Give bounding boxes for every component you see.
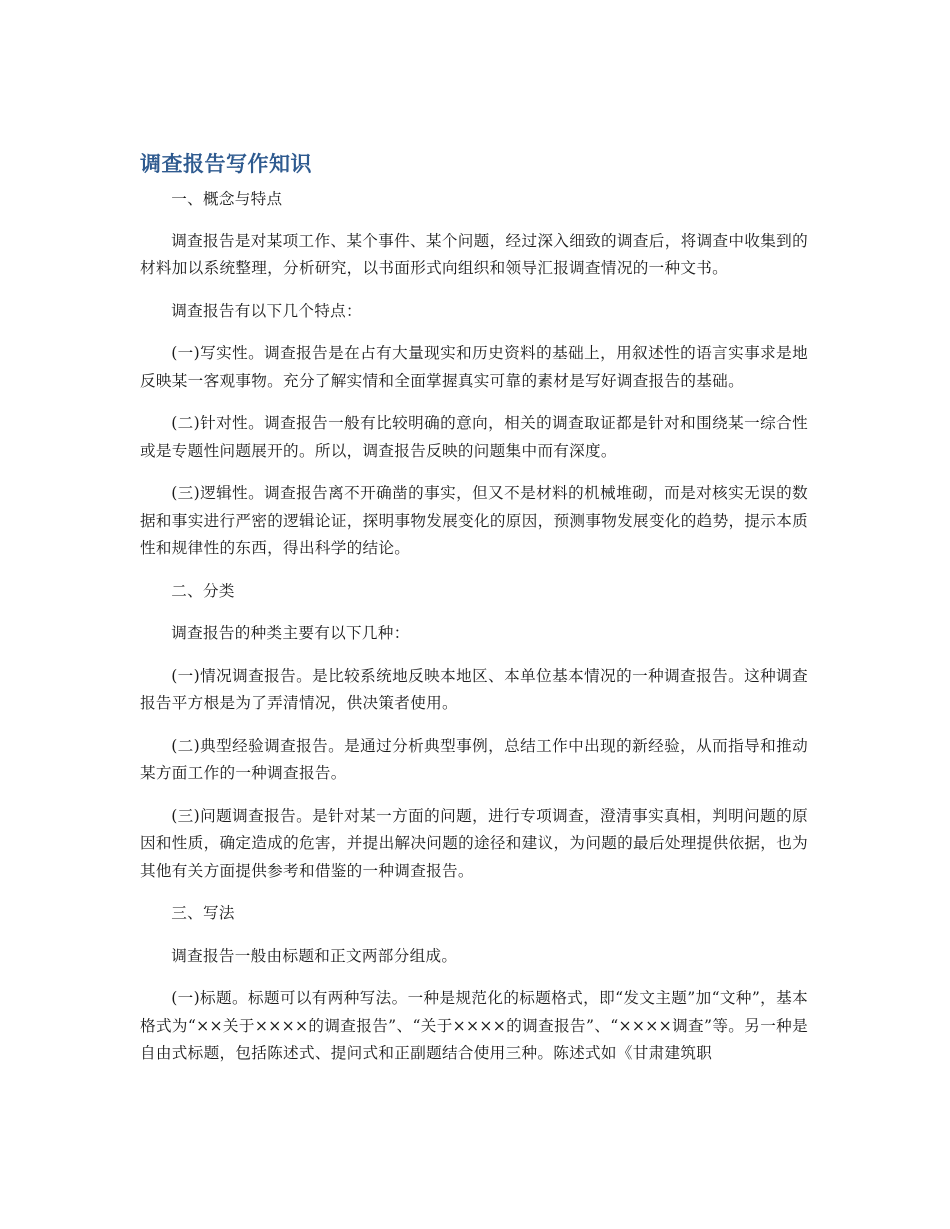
paragraph: 调查报告一般由标题和正文两部分组成。 (171, 946, 458, 965)
paragraph: (一)写实性。调查报告是在占有大量现实和历史资料的基础上，用叙述性的语言实事求是地反映某一客观事物。充分了解实情和全面掌握真实可靠的素材是写好调查报告的基础。 (140, 344, 808, 390)
paragraph: (三)问题调查报告。是针对某一方面的问题，进行专项调查，澄清事实真相，判明问题的原因和性质，确定造成的危害，并提出解决问题的途径和建议，为问题的最后处理提供依据，也为其他有关方面提供参考和借鉴的一种调查报告。 (140, 806, 808, 880)
paragraph: (二)针对性。调查报告一般有比较明确的意向，相关的调查取证都是针对和围绕某一综合性或是专题性问题展开的。所以，调查报告反映的问题集中而有深度。 (140, 414, 808, 460)
paragraph: 调查报告是对某项工作、某个事件、某个问题，经过深入细致的调查后，将调查中收集到的材料加以系统整理，分析研究，以书面形式向组织和领导汇报调查情况的一种文书。 (140, 231, 808, 277)
paragraph: 调查报告的种类主要有以下几种： (171, 624, 410, 642)
paragraph: 调查报告有以下几个特点： (171, 301, 362, 320)
section-heading-concept: 一、概念与特点 (171, 190, 283, 208)
document-title: 调查报告写作知识 (140, 152, 312, 176)
document-page (140, 148, 808, 1083)
paragraph: (一)情况调查报告。是比较系统地反映本地区、本单位基本情况的一种调查报告。这种调查报告平方根是为了弄清情况，供决策者使用。 (140, 666, 808, 712)
section-heading-writing: 三、写法 (171, 904, 235, 922)
paragraph: (三)逻辑性。调查报告离不开确凿的事实，但又不是材料的机械堆砌，而是对核实无误的数据和事实进行严密的逻辑论证，探明事物发展变化的原因，预测事物发展变化的趋势，提示本质性和规律性的东西，得出科学的结论。 (140, 484, 808, 557)
paragraph: (一)标题。标题可以有两种写法。一种是规范化的标题格式，即“发文主题”加“文种”，基本格式为“××关于××××的调查报告”、“关于××××的调查报告”、“××××调查”等。另一种是自由式标题，包括陈述式、提问式和正副题结合使用三种。陈述式如《甘肃建筑职 (140, 989, 808, 1062)
paragraph: (二)典型经验调查报告。是通过分析典型事例，总结工作中出现的新经验，从而指导和推动某方面工作的一种调查报告。 (140, 736, 808, 782)
section-heading-classification: 二、分类 (171, 581, 235, 600)
